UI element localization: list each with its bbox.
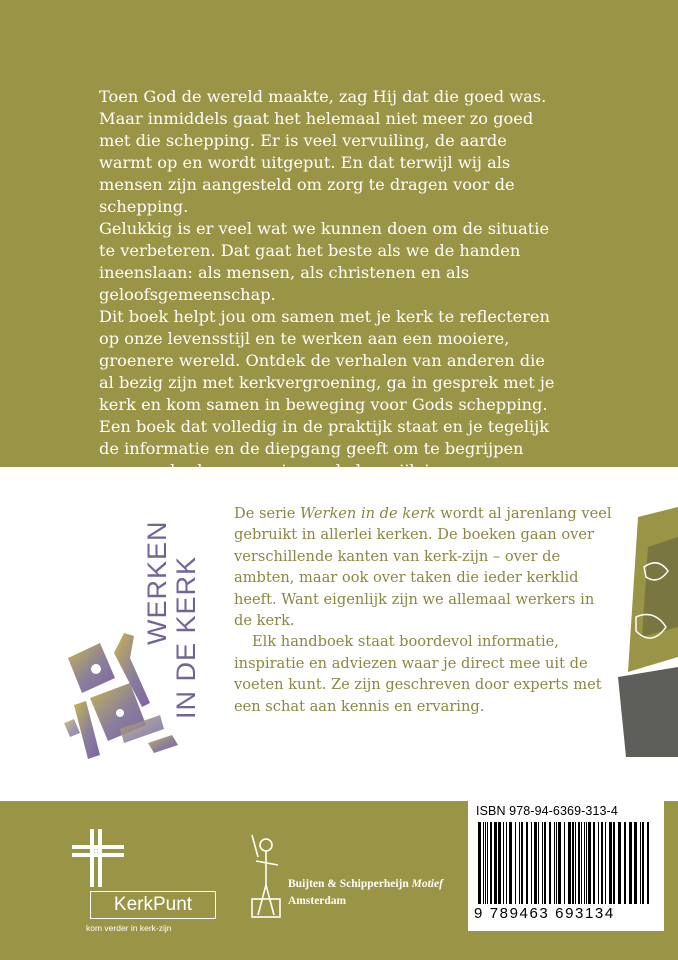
logo-word-werken: WERKEN <box>142 520 172 645</box>
barcode-bar <box>554 822 555 904</box>
barcode-bar <box>618 822 621 904</box>
blurb-paragraph: Maar inmiddels gaat het helemaal niet meer zo goed met die schepping. Er is veel vervuiling, de aarde warmt op en wordt uitgeput. En dat terwijl wij als mensen zijn aangesteld om zorg te dragen voor de schepping. <box>99 109 534 216</box>
barcode-bar <box>521 822 523 904</box>
barcode-bar <box>556 822 557 904</box>
barcode-bar <box>494 822 497 904</box>
barcode-bar <box>642 822 644 904</box>
barcode-bar <box>598 822 599 904</box>
series-panel <box>0 467 678 801</box>
barcode-bar <box>506 822 507 904</box>
barcode-bar <box>490 822 492 904</box>
barcode-bar <box>629 822 632 904</box>
kerkpunt-logo <box>70 827 230 939</box>
barcode-bar <box>483 822 484 904</box>
barcode-bar <box>575 822 576 904</box>
blurb-paragraph: Dit boek helpt jou om samen met je kerk te reflecteren op onze levensstijl en te werken aan een mooiere, groenere wereld. Ontdek de verhalen van anderen die al bezig zijn met kerkvergroening, ga in gesprek met je kerk en kom samen in beweging voor Gods schepping. <box>99 307 555 414</box>
barcode-bar <box>568 822 571 904</box>
blurb-paragraph: Toen God de wereld maakte, zag Hij dat die goed was. <box>99 87 547 106</box>
blurb-panel <box>0 0 678 467</box>
barcode-bar <box>634 822 637 904</box>
barcode-bar <box>515 822 516 904</box>
barcode-bar <box>605 822 606 904</box>
barcode-bar <box>609 822 612 904</box>
blurb-paragraph: Een boek dat volledig in de praktijk staat en je tegelijk de informatie en de diepgang geeft om te begrijpen <box>99 417 550 458</box>
series-paragraph-2: Elk handboek staat boordevol informatie, inspiratie en adviezen waar je direct mee uit de voeten kunt. Ze zijn geschreven door experts met een schat aan kennis en ervaring. <box>234 633 602 715</box>
barcode-bar <box>624 822 626 904</box>
publisher-logo <box>240 825 460 935</box>
series-title: Werken in de kerk <box>300 505 436 522</box>
publisher-city: Amsterdam <box>288 895 347 907</box>
publisher-name: Buijten & Schipperheijn Motief <box>288 878 443 890</box>
blurb-paragraph: Gelukkig is er veel wat we kunnen doen om de situatie te verbeteren. Dat gaat het beste als we de handen ineenslaan: als mensen, als christenen en als geloofsgemeenschap. <box>99 219 550 304</box>
barcode-bar <box>593 822 595 904</box>
barcode-bar <box>581 822 582 904</box>
barcode-bar <box>544 822 546 904</box>
barcode-bar <box>588 822 591 904</box>
barcode-bar <box>549 822 551 904</box>
barcode-bar <box>485 822 486 904</box>
isbn-barcode <box>468 801 664 931</box>
barcode-bar <box>519 822 520 904</box>
barcode-bar <box>509 822 512 904</box>
barcode-bar <box>647 822 649 904</box>
barcode-bar <box>572 822 574 904</box>
barcode-digits: 9 789463 693134 <box>474 905 615 922</box>
barcode-bar <box>534 822 537 904</box>
barcode-bar <box>531 822 532 904</box>
kerkpunt-tagline: kom verder in kerk-zijn <box>86 923 172 933</box>
barcode-bar <box>538 822 539 904</box>
barcode-bar <box>586 822 587 904</box>
series-paragraph-1: De serie Werken in de kerk wordt al jarenlang veel gebruikt in allerlei kerken. De boeken gaan over verschillende kanten van kerk-zijn – over de ambten, maar ook over taken die ieder kerklid heeft. Want eigenlijk zijn we allemaal werkers in de kerk. <box>234 505 612 630</box>
barcode-bar <box>526 822 528 904</box>
cross-icon <box>70 827 130 889</box>
barcode-bar <box>564 822 565 904</box>
figure-icon <box>244 825 288 925</box>
barcode-bars <box>476 822 656 904</box>
series-description <box>234 503 614 717</box>
barcode-bar <box>578 822 580 904</box>
tools-icon <box>64 633 178 759</box>
decorative-artwork <box>618 507 678 757</box>
logo-words-in-de-kerk: IN DE KERK <box>171 555 201 719</box>
barcode-bar <box>498 822 501 904</box>
barcode-bar <box>558 822 561 904</box>
kerkpunt-wordmark-box <box>90 891 216 919</box>
barcode-bar <box>478 822 481 904</box>
kerkpunt-name: KerkPunt <box>113 894 193 915</box>
barcode-bar <box>542 822 543 904</box>
barcode-bar <box>601 822 603 904</box>
barcode-bar <box>584 822 585 904</box>
barcode-bar <box>613 822 615 904</box>
werken-in-de-kerk-logo <box>60 493 210 777</box>
footer-panel <box>0 801 678 960</box>
series-logo-text <box>142 520 201 719</box>
book-blurb <box>99 86 559 482</box>
barcode-bar <box>503 822 504 904</box>
barcode-bar <box>640 822 641 904</box>
isbn-label: ISBN 978-94-6369-313-4 <box>476 804 618 818</box>
barcode-bar <box>487 822 488 904</box>
